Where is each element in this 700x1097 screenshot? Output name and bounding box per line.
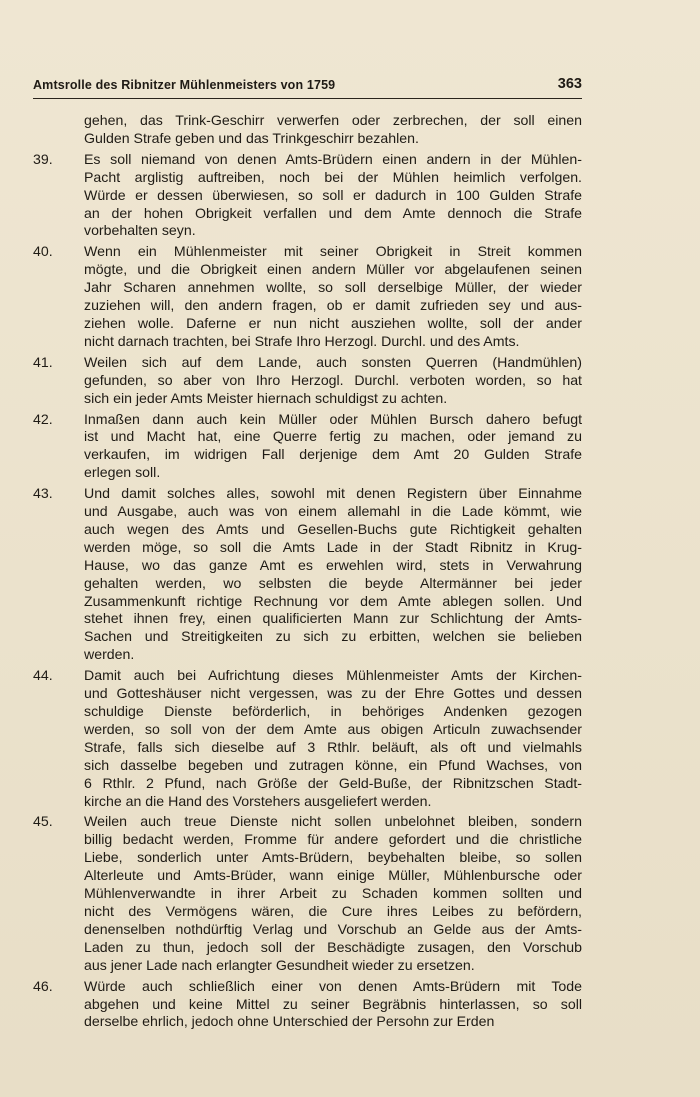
text-line: und Ausgabe, auch was von einem allemahl in die Lade kömmt, wie bbox=[84, 503, 582, 520]
text-line: werden, so soll von der dem Amte aus obigen Articuln zuwachsender bbox=[84, 720, 582, 737]
article-number: 46. bbox=[33, 977, 53, 994]
article-text bbox=[84, 485, 582, 664]
text-line: derselbe ehrlich, jedoch ohne Unterschied der Persohn zur Erden bbox=[84, 1013, 495, 1030]
text-line: sich dasselbe begeben und zutragen könne, ein Pfund Wachses, von bbox=[84, 756, 582, 773]
text-line: gehen, das Trink-Geschirr verwerfen oder zerbrechen, der soll einen bbox=[84, 112, 582, 128]
text-line: auch wegen des Amts und Gesellen-Buchs gute Richtigkeit gehalten bbox=[84, 520, 582, 537]
text-line: Mühlenverwandte in ihrer Arbeit zu Schaden kommen sollten und bbox=[84, 885, 582, 902]
text-line: und Gotteshäuser nicht vergessen, was zu der Ehre Gottes und dessen bbox=[84, 685, 582, 702]
text-line: nicht darnach trachten, bei Strafe Ihro Herzogl. Durchl. und des Amts. bbox=[84, 332, 520, 349]
article-number: 43. bbox=[33, 485, 53, 502]
text-line: sich ein jeder Amts Meister hiernach schuldigst zu achten. bbox=[84, 389, 448, 406]
text-line: gehalten werden, wo selbsten die beyde Altermänner bei jeder bbox=[84, 574, 582, 591]
text-line: Zusammenkunft richtige Rechnung vor dem Amte ablegen sollen. Und bbox=[84, 592, 582, 609]
text-line: mögte, und die Obrigkeit einen andern Müller vor abgelaufenen seinen bbox=[84, 261, 582, 278]
article-number: 45. bbox=[33, 813, 53, 830]
article-46 bbox=[33, 978, 582, 1032]
article-42 bbox=[33, 411, 582, 483]
text-line: Damit auch bei Aufrichtung dieses Mühlenmeister Amts der Kirchen- bbox=[84, 667, 582, 684]
article-43 bbox=[33, 485, 582, 664]
article-41 bbox=[33, 354, 582, 408]
article-number: 39. bbox=[33, 150, 53, 167]
running-header bbox=[33, 76, 582, 98]
text-line: Pacht arglistig auftreiben, noch bei der Mühlen heimlich verfolgen. bbox=[84, 168, 582, 185]
article-text bbox=[84, 813, 582, 974]
text-line: schuldige Dienste beförderlich, in behöriges Andenken gezogen bbox=[84, 703, 582, 719]
article-number: 42. bbox=[33, 410, 53, 427]
text-line: Laden zu thun, jedoch soll der Beschädigte zusagen, den Vorschub bbox=[84, 938, 582, 955]
text-line: zuziehen will, den andern fragen, ob er damit zufrieden sey und aus- bbox=[84, 297, 582, 314]
text-line: Würde auch schließlich einer von denen Amts-Brüdern mit Tode bbox=[84, 977, 582, 994]
text-line: Inmaßen dann auch kein Müller oder Mühlen Bursch dahero befugt bbox=[84, 410, 582, 427]
text-line: Strafe, falls sich dieselbe auf 3 Rthlr. beläuft, als oft und vielmahls bbox=[84, 738, 582, 755]
text-line: 6 Rthlr. 2 Pfund, nach Größe der Geld-Buße, der Ribnitzschen Stadt- bbox=[84, 774, 582, 791]
text-line: ziehen wolle. Daferne er nun nicht ausziehen wollte, soll der ander bbox=[84, 314, 582, 331]
article-number bbox=[33, 112, 84, 148]
text-line: Jahr Scharen annehmen wollte, so soll derselbige Müller, der wieder bbox=[84, 279, 582, 296]
article-text bbox=[84, 112, 582, 148]
article-text bbox=[84, 151, 582, 241]
text-line: Es soll niemand von denen Amts-Brüdern einen andern in der Mühlen- bbox=[84, 150, 582, 167]
page-body bbox=[33, 112, 582, 1031]
text-line: an der hohen Obrigkeit verfallen und dem Amte dennoch die Strafe bbox=[84, 204, 582, 221]
article-continuation bbox=[33, 112, 582, 148]
text-line: abgehen und keine Mittel zu seiner Begräbnis hinterlassen, so soll bbox=[84, 995, 582, 1012]
article-text bbox=[84, 978, 582, 1032]
text-line: Alterleute und Amts-Brüder, wann einige Müller, Mühlenbursche oder bbox=[84, 867, 582, 884]
page-number: 363 bbox=[557, 76, 582, 92]
article-text bbox=[84, 411, 582, 483]
running-head-title: Amtsrolle des Ribnitzer Mühlenmeisters von 1759 bbox=[33, 78, 336, 92]
article-text bbox=[84, 667, 582, 810]
article-44 bbox=[33, 667, 582, 810]
text-line: erlegen soll. bbox=[84, 464, 161, 481]
text-line: Sachen und Streitigkeiten zu sich zu erbitten, welchen sie belieben bbox=[84, 628, 582, 645]
text-line: Weilen sich auf dem Lande, auch sonsten Querren (Handmühlen) bbox=[84, 353, 582, 370]
text-line: werden. bbox=[84, 646, 135, 663]
article-39 bbox=[33, 151, 582, 241]
text-line: verkaufen, im widrigen Fall derjenige dem Amt 20 Gulden Strafe bbox=[84, 446, 582, 463]
text-line: kirche an die Hand des Vorstehers ausgeliefert werden. bbox=[84, 792, 432, 809]
header-rule bbox=[33, 98, 582, 99]
article-40 bbox=[33, 243, 582, 350]
text-line: nicht des Vermögens wären, die Cure ihres Leibes zu befördern, bbox=[84, 902, 582, 919]
text-line: Weilen auch treue Dienste nicht sollen unbelohnet bleiben, sondern bbox=[84, 813, 582, 830]
text-line: Liebe, sonderlich unter Amts-Brüdern, beybehalten bleibe, so sollen bbox=[84, 849, 582, 866]
article-text bbox=[84, 243, 582, 350]
article-number: 40. bbox=[33, 243, 53, 260]
text-line: aus jener Lade nach erlangter Gesundheit wieder zu ersetzen. bbox=[84, 956, 475, 973]
text-line: billig bedacht werden, Fromme für andere gefordert und die christliche bbox=[84, 831, 582, 848]
text-line: ist und Macht hat, eine Querre fertig zu machen, oder jemand zu bbox=[84, 428, 582, 445]
text-line: Gulden Strafe geben und das Trinkgeschirr bezahlen. bbox=[84, 129, 419, 146]
text-line: stehet ihnen frey, einen qualificierten Mann zur Schlichtung der Amts- bbox=[84, 610, 582, 627]
text-line: gefunden, so aber von Ihro Herzogl. Durchl. verboten worden, so hat bbox=[84, 371, 582, 388]
text-line: werden möge, so soll die Amts Lade in der Stadt Ribnitz in Krug- bbox=[84, 538, 582, 555]
text-line: denenselben nothdürftig Verlag und Vorschub an Gelde aus der Amts- bbox=[84, 920, 582, 937]
article-number: 41. bbox=[33, 353, 53, 370]
article-45 bbox=[33, 813, 582, 974]
text-line: Würde er dessen überwiesen, so soll er dadurch in 100 Gulden Strafe bbox=[84, 186, 582, 203]
text-line: vorbehalten seyn. bbox=[84, 222, 196, 239]
article-number: 44. bbox=[33, 667, 53, 684]
text-line: Hause, wo das ganze Amt es erwehlen wird, stets in Verwahrung bbox=[84, 556, 582, 573]
article-text bbox=[84, 354, 582, 408]
text-line: Und damit solches alles, sowohl mit denen Registern über Einnahme bbox=[84, 485, 582, 502]
text-line: Wenn ein Mühlenmeister mit seiner Obrigkeit in Streit kommen bbox=[84, 243, 582, 260]
